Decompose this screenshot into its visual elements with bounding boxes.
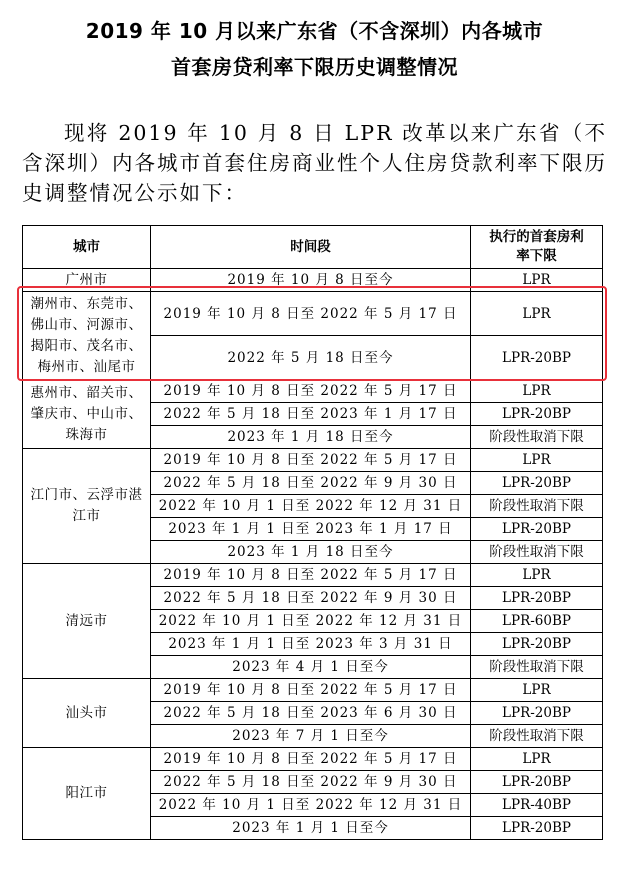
period-cell: 2019 年 10 月 8 日至 2022 年 5 月 17 日 <box>151 679 471 702</box>
rate-cell: LPR-20BP <box>471 518 603 541</box>
rate-cell: LPR <box>471 380 603 403</box>
rate-cell: 阶段性取消下限 <box>471 495 603 518</box>
city-cell: 阳江市 <box>23 748 151 840</box>
rate-cell: LPR-20BP <box>471 336 603 380</box>
period-cell: 2022 年 5 月 18 日至 2023 年 1 月 17 日 <box>151 403 471 426</box>
period-cell: 2023 年 4 月 1 日至今 <box>151 656 471 679</box>
period-cell: 2022 年 10 月 1 日至 2022 年 12 月 31 日 <box>151 495 471 518</box>
period-cell: 2022 年 10 月 1 日至 2022 年 12 月 31 日 <box>151 794 471 817</box>
table-row <box>23 748 603 771</box>
period-cell: 2019 年 10 月 8 日至 2022 年 5 月 17 日 <box>151 292 471 336</box>
table-row <box>23 292 603 336</box>
document-title-line-2: 首套房贷利率下限历史调整情况 <box>171 55 458 79</box>
table-row <box>23 449 603 472</box>
period-cell: 2023 年 1 月 1 日至今 <box>151 817 471 840</box>
table-body <box>23 269 603 840</box>
period-cell: 2022 年 5 月 18 日至 2023 年 6 月 30 日 <box>151 702 471 725</box>
rate-cell: LPR <box>471 269 603 292</box>
period-cell: 2023 年 7 月 1 日至今 <box>151 725 471 748</box>
intro-paragraph: 现将 2019 年 10 月 8 日 LPR 改革以来广东省（不含深圳）内各城市首套住房商业性个人住房贷款利率下限历史调整情况公示如下： <box>22 121 607 205</box>
period-cell: 2023 年 1 月 18 日至今 <box>151 426 471 449</box>
table-row <box>23 380 603 403</box>
rate-cell: 阶段性取消下限 <box>471 725 603 748</box>
header-city: 城市 <box>23 226 151 269</box>
rate-cell: LPR-20BP <box>471 771 603 794</box>
table-row <box>23 269 603 292</box>
header-rate: 执行的首套房利率下限 <box>471 226 603 269</box>
rate-cell: LPR <box>471 679 603 702</box>
city-cell: 潮州市、东莞市、佛山市、河源市、揭阳市、茂名市、梅州市、汕尾市 <box>23 292 151 380</box>
period-cell: 2023 年 1 月 18 日至今 <box>151 541 471 564</box>
period-cell: 2023 年 1 月 1 日至 2023 年 3 月 31 日 <box>151 633 471 656</box>
period-cell: 2022 年 5 月 18 日至今 <box>151 336 471 380</box>
rate-cell: LPR <box>471 564 603 587</box>
rate-cell: 阶段性取消下限 <box>471 656 603 679</box>
period-cell: 2023 年 1 月 1 日至 2023 年 1 月 17 日 <box>151 518 471 541</box>
rate-cell: LPR <box>471 748 603 771</box>
rate-cell: LPR <box>471 449 603 472</box>
table-row <box>23 564 603 587</box>
city-cell: 江门市、云浮市湛江市 <box>23 449 151 564</box>
rate-cell: 阶段性取消下限 <box>471 541 603 564</box>
period-cell: 2022 年 5 月 18 日至 2022 年 9 月 30 日 <box>151 771 471 794</box>
city-cell: 惠州市、韶关市、肇庆市、中山市、珠海市 <box>23 380 151 449</box>
rate-cell: LPR-40BP <box>471 794 603 817</box>
header-period: 时间段 <box>151 226 471 269</box>
period-cell: 2019 年 10 月 8 日至 2022 年 5 月 17 日 <box>151 380 471 403</box>
rate-cell: LPR <box>471 292 603 336</box>
period-cell: 2019 年 10 月 8 日至 2022 年 5 月 17 日 <box>151 748 471 771</box>
period-cell: 2022 年 5 月 18 日至 2022 年 9 月 30 日 <box>151 472 471 495</box>
period-cell: 2019 年 10 月 8 日至 2022 年 5 月 17 日 <box>151 564 471 587</box>
city-cell: 广州市 <box>23 269 151 292</box>
document-title-line-1: 2019 年 10 月以来广东省（不含深圳）内各城市 <box>85 19 544 43</box>
rate-cell: LPR-20BP <box>471 702 603 725</box>
city-cell: 清远市 <box>23 564 151 679</box>
rate-cell: LPR-20BP <box>471 472 603 495</box>
rate-cell: LPR-20BP <box>471 587 603 610</box>
table-header-row <box>23 226 603 269</box>
rate-cell: LPR-20BP <box>471 817 603 840</box>
rate-cell: LPR-60BP <box>471 610 603 633</box>
period-cell: 2022 年 10 月 1 日至 2022 年 12 月 31 日 <box>151 610 471 633</box>
rate-cell: LPR-20BP <box>471 403 603 426</box>
period-cell: 2022 年 5 月 18 日至 2022 年 9 月 30 日 <box>151 587 471 610</box>
city-cell: 汕头市 <box>23 679 151 748</box>
rate-history-table <box>22 225 603 840</box>
period-cell: 2019 年 10 月 8 日至 2022 年 5 月 17 日 <box>151 449 471 472</box>
period-cell: 2019 年 10 月 8 日至今 <box>151 269 471 292</box>
rate-cell: 阶段性取消下限 <box>471 426 603 449</box>
rate-cell: LPR-20BP <box>471 633 603 656</box>
table-row <box>23 679 603 702</box>
